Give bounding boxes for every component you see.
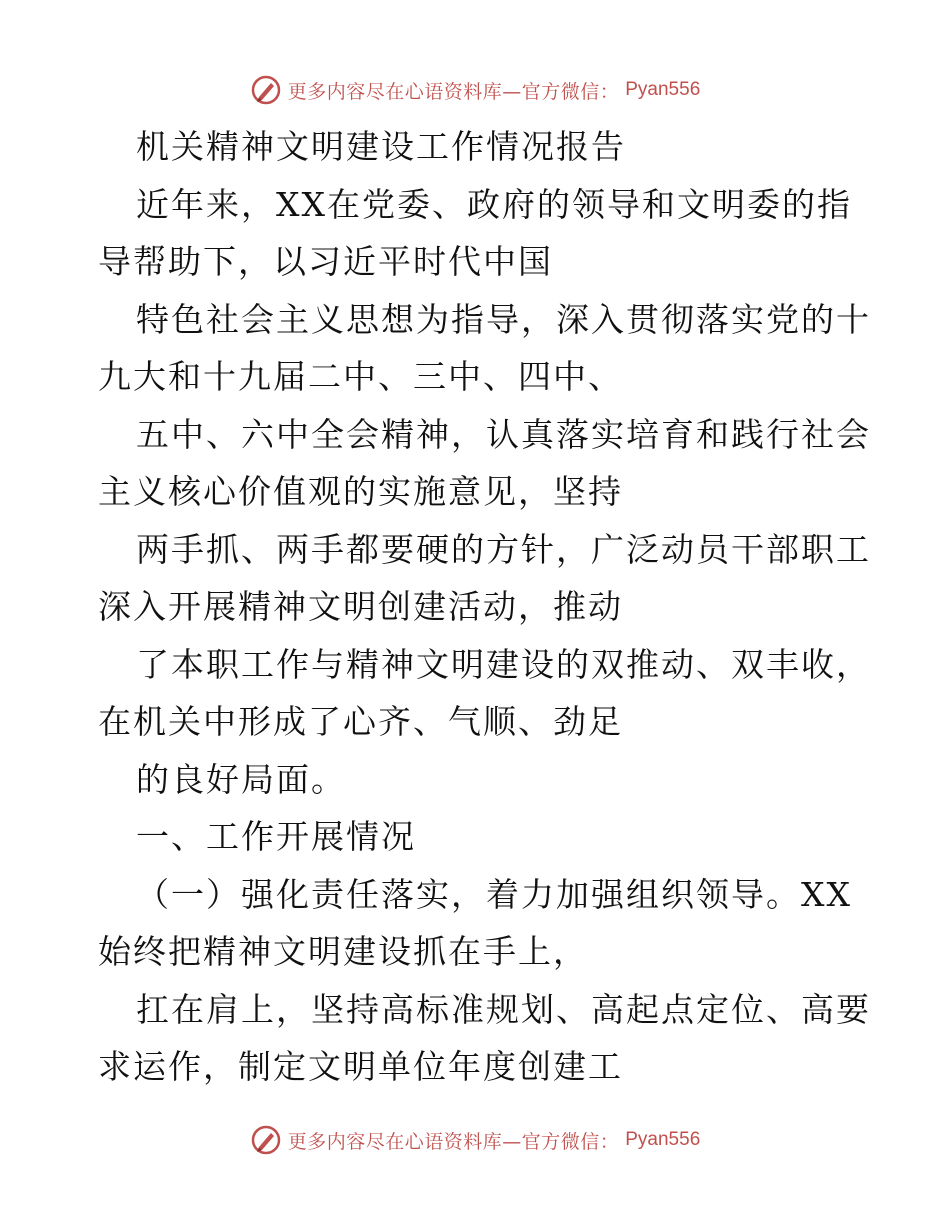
document-body — [98, 118, 871, 1096]
subsection-heading: （一）强化责任落实，着力加强组织领导。XX — [136, 874, 852, 914]
paragraph-line: 主义核心价值观的实施意见，坚持 — [98, 472, 623, 511]
paragraph-line: 求运作，制定文明单位年度创建工 — [98, 1047, 623, 1086]
document-title: 机关精神文明建设工作情况报告 — [136, 127, 626, 166]
paragraph-line: 了本职工作与精神文明建设的双推动、双丰收， — [136, 644, 871, 684]
paragraph-line: 扛在肩上，坚持高标准规划、高起点定位、高要 — [136, 989, 871, 1029]
paragraph-line: 五中、六中全会精神，认真落实培育和践行社会 — [136, 414, 871, 454]
header-watermark — [0, 70, 950, 110]
footer-watermark — [0, 1120, 950, 1160]
paragraph-line: 在机关中形成了心齐、气顺、劲足 — [98, 702, 623, 741]
paragraph-line: 深入开展精神文明创建活动，推动 — [98, 587, 623, 626]
section-heading: 一、工作开展情况 — [136, 817, 416, 856]
paragraph-line: 的良好局面。 — [136, 759, 346, 799]
watermark-handle: Pyan556 — [625, 1129, 701, 1150]
watermark-handle: Pyan556 — [625, 79, 701, 100]
paragraph-line: 两手抓、两手都要硬的方针，广泛动员干部职工 — [136, 529, 871, 569]
watermark-text: 更多内容尽在心语资料库—官方微信： — [287, 80, 620, 103]
watermark-text: 更多内容尽在心语资料库—官方微信： — [287, 1130, 620, 1153]
pen-circle-logo-icon — [250, 74, 282, 106]
paragraph-line: 始终把精神文明建设抓在手上， — [98, 932, 588, 971]
paragraph-line: 近年来，XX在党委、政府的领导和文明委的指 — [136, 184, 852, 224]
paragraph-line: 特色社会主义思想为指导，深入贯彻落实党的十 — [136, 299, 871, 339]
paragraph-line: 导帮助下，以习近平时代中国 — [98, 242, 553, 281]
paragraph-line: 九大和十九届二中、三中、四中、 — [98, 357, 623, 396]
pen-circle-logo-icon — [250, 1124, 282, 1156]
